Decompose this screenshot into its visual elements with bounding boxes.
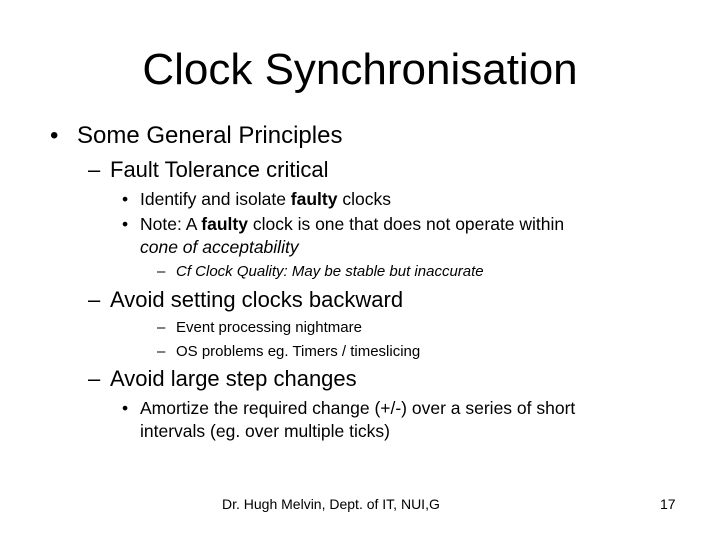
note-bold: faulty <box>201 214 248 234</box>
principles-text: Some General Principles <box>77 122 343 149</box>
identify-post: clocks <box>337 189 391 209</box>
cf-quality-text: Cf Clock Quality: May be stable but inaccurate <box>176 263 484 280</box>
page-number: 17 <box>660 496 676 512</box>
bullet-dot: • <box>122 398 129 418</box>
os-problems-text: OS problems eg. Timers / timeslicing <box>176 343 421 360</box>
dash-bullet: – <box>88 366 101 391</box>
dash-bullet: – <box>157 343 166 360</box>
fault-tolerance-text: Fault Tolerance critical <box>110 157 329 182</box>
amortize-line-1: Amortize the required change (+/-) over a series of short <box>140 398 576 418</box>
dash-bullet: – <box>88 157 101 182</box>
identify-bold: faulty <box>290 189 338 209</box>
identify-text <box>140 188 391 210</box>
footer-author: Dr. Hugh Melvin, Dept. of IT, NUI,G <box>222 496 440 512</box>
slide-title: Clock Synchronisation <box>142 45 578 94</box>
identify-pre: Identify and isolate <box>140 189 291 209</box>
note-text <box>140 213 564 235</box>
bullet-dot: • <box>122 189 129 209</box>
bullet-dot: • <box>50 122 59 149</box>
dash-bullet: – <box>157 319 166 336</box>
avoid-backward-text: Avoid setting clocks backward <box>110 287 404 312</box>
amortize-line-2: intervals (eg. over multiple ticks) <box>140 421 390 441</box>
event-processing-text: Event processing nightmare <box>176 319 362 336</box>
note-pre: Note: A <box>140 214 202 234</box>
note-continuation: cone of acceptability <box>140 237 299 257</box>
dash-bullet: – <box>157 263 166 280</box>
note-post: clock is one that does not operate within <box>247 214 565 234</box>
avoid-large-text: Avoid large step changes <box>110 366 357 391</box>
bullet-dot: • <box>122 214 129 234</box>
dash-bullet: – <box>88 287 101 312</box>
